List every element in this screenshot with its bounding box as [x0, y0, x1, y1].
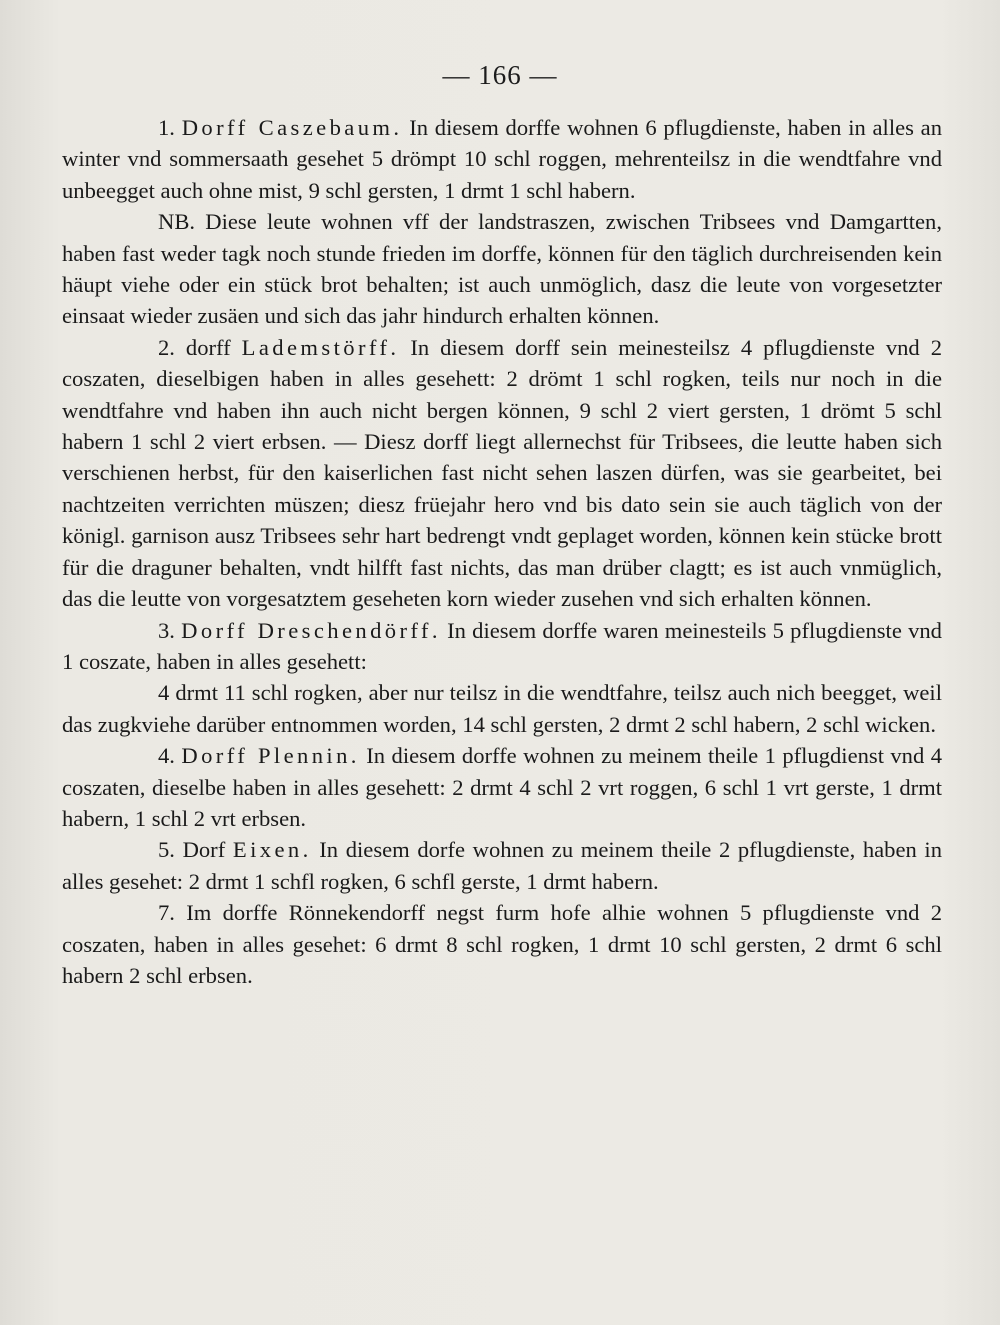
paragraph-dorf-eixen: [62, 834, 942, 897]
place-name: Lademstörff.: [241, 334, 400, 360]
paragraph-text: In diesem dorff sein meinesteilsz 4 pflugdienste vnd 2 coszaten, dieselbigen haben in alles gesehett: 2 drömt 1 schl rogken, teils nur noch in die wendtfahre vnd haben ihn auch nicht bergen können, 9 schl 2 viert gersten, 1 drömt 5 schl habern 1 schl 2 viert erbsen. — Diesz dorff liegt allernechst für Tribsees, die leutte haben sich verschienen herbst, für den kaiserlichen fast nicht sehen laszen dürfen, was sie gearbeitet, bei nachtzeiten verrichten müszen; diesz früejahr hero vnd bis dato sein sie auch täglich von der königl. garnison ausz Tribsees sehr hart bedrengt vndt geplaget worden, können kein stücke brott für die draguner behalten, vndt hilfft fast nichts, das man drüber clagtt; es ist auch vnmüglich, das die leutte von vorgesatztem geseheten korn wieder zusehen vnd sich erhalten können.: [62, 334, 942, 612]
paragraph-text: Diese leute wohnen vff der landstraszen, zwischen Tribsees vnd Damgartten, haben fast weder tagk noch stunde frieden im dorffe, können für den täglich durchreisenden kein häupt viehe oder ein stück brot behalten; ist auch unmöglich, dasz die leute von vorgesetzter einsaat wieder zusäen und sich das jahr hindurch erhalten können.: [62, 209, 942, 329]
entry-number: 3.: [158, 617, 175, 643]
entry-number: 2. dorff: [158, 334, 231, 360]
paragraph-dreschendorff-detail: [62, 677, 942, 740]
paragraph-dorff-lademstorff: [62, 332, 942, 615]
paragraph-text: 4 drmt 11 schl rogken, aber nur teilsz in die wendtfahre, teilsz auch nich beegget, weil das zugkviehe darüber entnommen worden, 14 schl gersten, 2 drmt 2 schl habern, 2 schl wicken.: [62, 680, 942, 737]
place-name: Dorff Caszebaum.: [181, 115, 403, 140]
paragraph-text: In diesem dorfe wohnen zu meinem theile 2 pflugdienste, haben in alles gesehet: 2 drmt 1 schfl rogken, 6 schfl gerste, 1 drmt habern.: [62, 837, 942, 894]
place-name: Dorff Plennin.: [181, 743, 360, 769]
page-body: [62, 112, 942, 991]
paragraph-dorff-caszebaum: [62, 112, 942, 206]
entry-number: 1.: [158, 115, 175, 140]
paragraph-text: Im dorffe Rönnekendorff negst furm hofe alhie wohnen 5 pflugdienste vnd 2 coszaten, haben in alles gesehet: 6 drmt 8 schl rogken, 1 drmt 10 schl gersten, 2 drmt 6 schl habern 2 schl erbsen.: [62, 900, 942, 988]
place-name: Dorff Dreschendörff.: [181, 617, 441, 643]
paragraph-text: In diesem dorffe wohnen 6 pflugdienste, haben in alles an winter vnd sommersaath gesehet 5 drömpt 10 schl roggen, mehrenteilsz in die wendtfahre vnd unbeegget auch ohne mist, 9 schl gersten, 1 drmt 1 schl habern.: [62, 115, 943, 203]
entry-number: 4.: [158, 743, 175, 769]
place-name: Eixen.: [232, 837, 312, 863]
paragraph-nb-note: [62, 206, 942, 332]
entry-number: 5. Dorf: [158, 837, 226, 863]
page-number: — 166 —: [442, 60, 558, 90]
note-marker: NB.: [158, 209, 196, 235]
paragraph-dorff-dreschendorff: [62, 615, 942, 678]
entry-number: 7.: [158, 900, 175, 926]
paragraph-text: In diesem dorffe wohnen zu meinem theile 1 pflugdienst vnd 4 coszaten, dieselbe haben in alles gesehett: 2 drmt 4 schl 2 vrt roggen, 6 schl 1 vrt gerste, 1 drmt habern, 1 schl 2 vrt erbsen.: [62, 743, 942, 831]
paragraph-text: In diesem dorffe waren meinesteils 5 pflugdienste vnd 1 coszate, haben in alles gesehett:: [62, 617, 942, 674]
paragraph-dorff-plennin: [62, 740, 942, 834]
paragraph-ronnekendorff: [62, 897, 942, 991]
